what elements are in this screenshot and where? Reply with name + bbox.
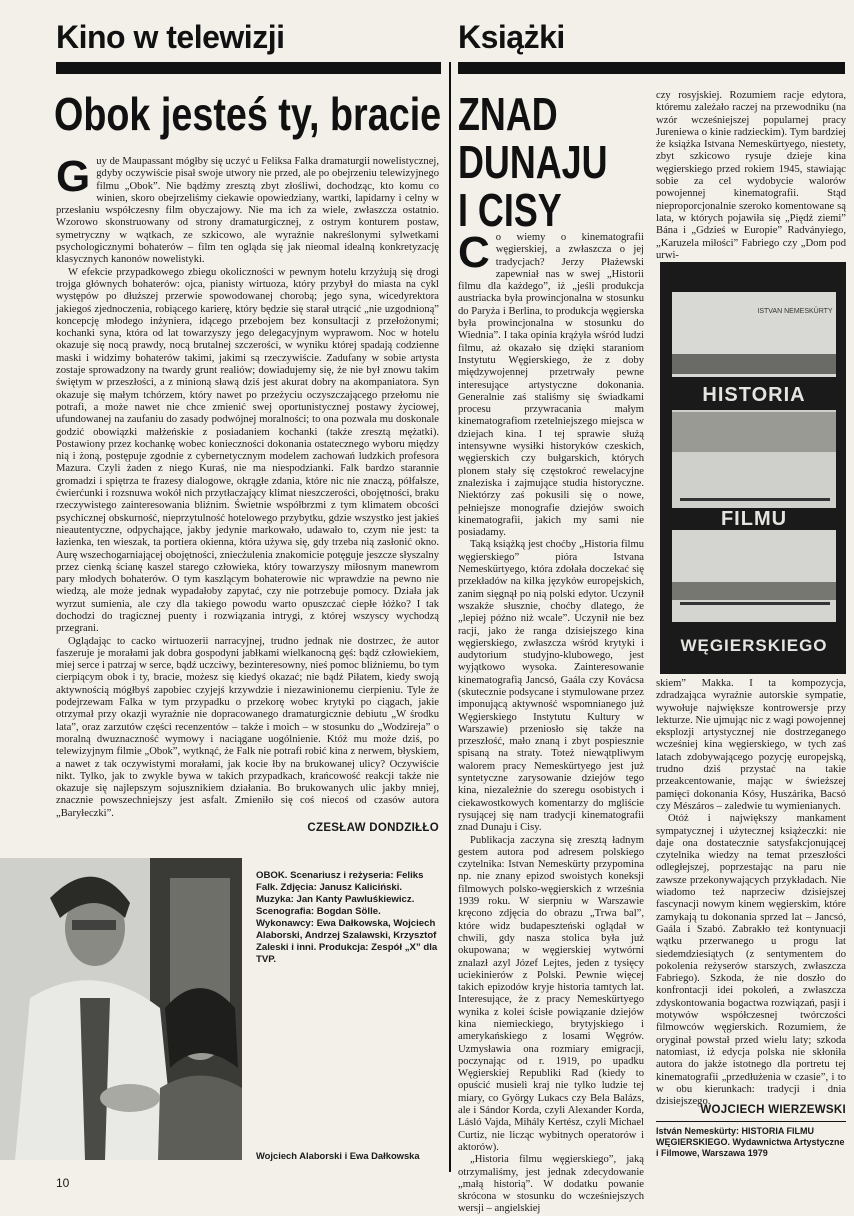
book-cover-art (660, 262, 846, 674)
film-still-image (0, 858, 242, 1160)
film-credits: OBOK. Scenariusz i reżyseria: Feliks Falk. Zdjęcia: Janusz Kaliciński. Muzyka: Jan Kanty Pawluśkiewicz. Scenografia: Bogdan Sölle. Wykonawcy: Ewa Dałkowska, Wojciech Alaborski, Andrzej Szalawski, Krzysztof Zaleski i inni. Produkcja: Zespół „X” dla TVP. (256, 870, 438, 965)
paragraph: Oglądając to cacko wirtuozerii narracyjnej, trudno jednak nie dostrzec, że autor faszeruje je morałami jak dobra gospodyni jabłkami wielkanocną gęś: bądź człowiekiem, miej serce i patrzaj w serce, bądź uczciwy, bezinteresowny, nieś pomoc bliźniemu, bo tym cierpiącym obok i ty, bracie, możesz się kiedyś okazać; nie bądź Piłatem, kiedy swoją aktywnością mógłbyś zapobiec czyjejś krzywdzie i niezawinionemu cierpieniu. Tyle że podejrzewam Falka w tym przypadku o przekorę wobec krytyki po ciągach, jakie otrzymał przy okazji wyraźnie nie dopracowanego dramaturgicznie debiutu „W środku lata”, oraz zarzutów części recenzentów – także i moich – w stosunku do „Wodzireja” o moralną dwuznaczność wymowy i naciągane uogólnienie. Któż mu może dziś, po telewizyjnym filmie „Obok”, wytknąć, że Falk nie potrafi robić kina z nerwem, błyskiem, a nawet z tak oczywistymi morałami, jak kocie łby na brukowanej ulicy? Oczywiście nikt. Tylko, jak to zwykle bywa w takich przypadkach, krańcowość reakcji także nie okazuje się najlepszym sojusznikiem działania. Bo brukowanych ulic jakby mniej, znacznie powszechniejszy jest asfalt. Zmieniło się coś niecoś od czasów autora „Baryłeczki”. (56, 635, 439, 819)
section-heading-kino: Kino w telewizji (56, 19, 285, 55)
article-headline-obok: Obok jesteś ty, bracie (54, 88, 442, 140)
paragraph: Taką książką jest choćby „Historia filmu węgierskiego” pióra Istvana Nemeskürtyego, która zdołała doczekać się przekładów na kilka języków europejskich, zanim sięgnął po nią polski edytor. Uczynił wszakże słusznie, choćby dlatego, że „lepiej późno niż wcale”. Uczynił nie bez racji, jako że ranga dzisiejszego kina węgierskiego, zwłaszcza wśród krytyki i audytorium studyjno-klubowego, jest wyjątkowo wysoka. Zainteresowanie kinematografią Jancsó, Gaála czy Kovácsa (skutecznie podsycane i stymulowane przez imponującą aktywność wspomnianego już Węgierskiego Instytutu Kultury w Warszawie) przeniosło się także na przeszłość, mało znaną i zbyt pospiesznie spisaną na straty. Toteż niewątpliwym walorem pracy Nemeskürtyego jest już syntetyczne zarysowanie dziejów tego kina, niezależnie do szeregu osobistych i ciekawostkowych komentarzy do mgliście rysującej się nam tradycji kinematografii znad Dunaju i Cisy. (458, 539, 644, 834)
paragraph: „Historia filmu węgierskiego”, jaką otrzymaliśmy, jest jednak zdecydowanie „małą historią”. W dodatku powanie skrócona w stosunku do wcześniejszych wersji – angielskiej (458, 1154, 644, 1215)
cover-title-filmu: FILMU (720, 508, 788, 530)
photo-caption: Wojciech Alaborski i Ewa Dałkowska (256, 1150, 420, 1161)
book-info-rule (656, 1121, 846, 1122)
cover-title-historia: HISTORIA (702, 384, 806, 406)
article-body-ksiazki-col2-top (656, 90, 846, 261)
page-number: 10 (56, 1176, 70, 1190)
author-signature-wierzewski: WOJCIECH WIERZEWSKI (700, 1104, 846, 1116)
paragraph: czy rosyjskiej. Rozumiem racje edytora, któremu zależało raczej na przewodniku (na wzór wcześniejszej popularnej pracy Jureniewa o kinie radzieckim). Tym bardziej że książka Istvana Nemeskürtyego, niestety, zbyt szkicowo rysuje dzieje kina węgierskiego przed rokiem 1945, stawiając sobie za cel wydobycie walorów powojennej kinematografii. Stąd nieproporcjonalnie szeroko komentowane są lata, w których pojawiła się „Piędź ziemi” Bána i „Gdzieś w Europie” Radványiego, „Karuzela miłości” Fabriego czy „Dom pod urwi- (656, 90, 846, 261)
headline-line: I CISY (458, 184, 562, 236)
column-divider (449, 62, 451, 1172)
drop-cap: C (458, 228, 490, 277)
headline-line: DUNAJU (458, 136, 608, 188)
paragraph: Co wiemy o kinematografii węgierskiej, a zwłaszcza o jej tradycjach? Jerzy Płażewski zapewniał nas w swej „Historii filmu dla każdego”, iż „jeśli produkcja austriacka była prowincjonalna w stosunku do Paryża i Berlina, to produkcja węgierska była prowincjonalna w stosunku do Wiednia”. I taka opinia krążyła wśród ludzi filmu, aż okazało się dzięki staraniom Instytutu Węgierskiego, że z doby międzywojennej przetrwały pewne interesujące artystyczne dokonania. Generalnie zaś staliśmy się świadkami procesu przywracania małym kinematografiom rzetelniejszego miejsca w dziejach kina. I tej sprawie służą intensywne wysiłki historyków czeskich, węgierskich czy bułgarskich, których plonem stały się częstokroć rewelacyjne znaleziska i zajmujące studia historyczne. Niektórzy zaś pokusili się o nowe, pełniejsze monografie dziejów swoich kinematografii, jakich my sami nie posiadamy. (458, 228, 644, 539)
article-headline-znad-dunaju (458, 90, 608, 234)
author-signature-dondzillo: CZESŁAW DONDZIŁŁO (307, 822, 439, 834)
cover-title-wegierskiego: WĘGIERSKIEGO (680, 636, 828, 655)
article-body-obok (56, 152, 439, 819)
section-heading-ksiazki: Książki (458, 19, 565, 55)
article-body-ksiazki-col2-bottom (656, 678, 846, 1108)
section-rule-right (458, 62, 845, 74)
paragraph: Publikacja zaczyna się zresztą ładnym gestem autora pod adresem polskiego czytelnika: Istvan Nemeskürty przypomina np. nie znany epizod swoistych koneksji filmowych polsko-węgierskich z września 1939 roku. W sierpniu w Warszawie kręcono zdjęcia do obrazu „Trwa bal”, które widz budapeszteński oglądał w chwili, gdy nasza stolica była już okupowana; w węgierskiej wytwórni znalazł azyl Józef Lejtes, jeden z tysięcy uciekinierów z Polski. Pewnie więcej takich epizodów kryje historia tamtych lat. Interesujące, że z pracy Nemeskürtyego wynika z kolei ścisłe powiązanie dziejów kina niemieckiego, brytyjskiego i amerykańskiego z losami Węgrów. Uzmysławia ona rozmiary emigracji, poczynając od r. 1919, po upadku Węgierskiej Republiki Rad (kiedy to opuścić musieli kraj nie tylko ludzie tej miary, co György Lukacs czy Bela Balázs, ale i Sándor Korda, czyli Alexander Korda, Lásló Vajda, Mihály Kertész, czyli Michael Curtiz, nie licząc wybitnych operatorów i aktorów). (458, 834, 644, 1153)
book-info: István Nemeskürty: HISTORIA FILMU WĘGIERSKIEGO. Wydawnictwa Artystyczne i Filmowe, Warszawa 1979 (656, 1126, 845, 1158)
article-body-ksiazki-col1 (458, 228, 644, 1215)
book-cover-image (660, 262, 846, 674)
paragraph: Otóż i największy mankament sympatycznej i użytecznej książeczki: nie daje ona dostatecznie satysfakcjonującej czytelnika wiedzy na temat przeszłości odległejszej, poprzestając na paru nie zawsze przekonywających przykładach. Nie wiadomo też naprzeciw dzisiejszej fascynacji nowym kinem węgierskim, które zamykają tu dokonania sprzed lat – Jancsó, Gaála i Szabó. Zabrakło też kontynuacji wątku przerwanego u progu lat siedemdziesiątych (z sentymentem do pokolenia reżyserów starszych, zwłaszcza Fabriego). Szkoda, że nie doszło do konfrontacji idei pokoleń, a zwłaszcza zdyskontowania bogactwa rozwiązań, pasji i motywów współczesnej twórczości filmowców węgierskich. Rozumiem, że oryginał powstał przed wielu laty; szkoda natomiast, iż edycja polska nie skłoniła autora do jakże istotnego dla portretu tej kinematografii „przedłużenia w czasie”, i to w obu kierunkach: tradycji i dnia dzisiejszego. (656, 813, 846, 1108)
headline-line: ZNAD (458, 88, 558, 140)
drop-cap: G (56, 152, 91, 201)
cover-author: ISTVAN NEMESKÜRTY (757, 308, 833, 315)
paragraph: skiem” Makka. I ta kompozycja, zdradzająca wyraźnie autorskie sympatie, wywołuje największe kontrowersje przy lekturze. Nie ujmując nic z wagi powojennej eksplozji artystycznej nie dostrzeganego wcześniej kina węgierskiego, w tych zaś latach zdobywającego pozycję europejską, trudno dziś przystać na takie przeakcentowanie, mając w świeższej pamięci dokonania Kósy, Huszárika, Bacsó czy Mészáros – zaledwie tu wymienianych. (656, 678, 846, 812)
paragraph: Guy de Maupassant mógłby się uczyć u Feliksa Falka dramaturgii nowelistycznej, gdyby oczywiście pisał swoje utwory nie przed, ale po obejrzeniu telewizyjnego filmu „Obok”. Nie bądźmy zresztą zbyt złośliwi, dochodząc, kto komu co winien, skoro obejrzeliśmy ciekawie opowiedziany, wartki, lapidarny i celny w przesłaniu współczesny film obyczajowy. Nie ma ich za wiele, zwłaszcza ostatnio. Wzorowo skonstruowany od strony dramaturgicznej, z ostrym konturem postaw, symetryczny w wątkach, ze szkicowo, ale wyraźnie nakreślonymi sylwetkami psychologicznymi bohaterów – film ten ogląda się jak nieomal idealną konkretyzację klasycznych kanonów nowelistyki. (56, 152, 439, 266)
section-rule-left (56, 62, 441, 74)
film-still-photo (0, 858, 242, 1160)
paragraph: W efekcie przypadkowego zbiegu okoliczności w pewnym hotelu krzyżują się drogi trojga głównych bohaterów: ojca, pianisty wirtuoza, który przybył do miasta na cykl występów po dłuższej przerwie spowodowanej chorobą; jego syna, wicedyrektora jakiegoś zjednoczenia, robiącego karierę, który będzie się starał utrącić „nie uzgodnioną” koncepcję młodego inżyniera, idącego przebojem bez konsultacji z przełożonymi; kochanki syna, która od lat towarzyszy jego delegacyjnym wyprawom. Noc w hotelu okazuje się nocą prawdy, nocą brutalnej szczerości, w wyniku której spadają codzienne maski i widzimy bohaterów takimi, jakimi są rzeczywiście. Zadufany w sobie artysta zostaje sprowadzony na twardy grunt realiów; dowiadujemy się, że nie był znowu takim świętym w przeszłości, a z minioną sławą dziś jest akurat dobry na akompaniatora. Syn okazuje się małym tchórzem, który nawet po przeżyciu oczyszczającego przełomu nie potrafi, a może nawet nie chce zmienić swej oportunistycznej postawy życiowej, ufundowanej na zaufaniu do zasady podwójnej moralności; to ona pozwala mu doskonale godzić obowiązki małżeńskie z posiadaniem kochanki (także zresztą mężatki). Postawiony przez kochankę wobec konieczności dokonania ostatecznego wyboru między nią i żoną, postępuje zgodnie z cybernetycznym modelem zachowań ludzkich profesora Mazura. Czyli żaden z niego Kuraś, nie ma niespodzianki. Falk bardzo starannie gromadzi i spiętrza te frazesy dialogowe, okrągłe zdania, które nic nie znaczą, półfałsze, ćwierćunki i rozsnuwa wokół nich przytłaczający klimat nieszczerości, obojętności, braku rzeczywistego zainteresowania bliźnim. Świetnie współbrzmi z tym klimatem obcości psychicznej obskurność, nieprzytulność hotelowego przybytku, gdzie wszystko jest jakieś nieautentyczne, odpychające, jakby jedynie markowało, udawało to, czym nie jest: ta łazienka, ten wieszak, ta portiera okienna, która używa się, gdy trzeba nią zasłonić okno. Aurę wszechogarniającej obojętności, zniecżulenia znakomicie potęguje jeszcze słyszalny przez cienką ścianę kaszel starego człowieka, który towarzyszy miłosnym manewrom pary młodych bohaterów. O tym kaszlącym bohaterowie nic wprawdzie na pewno nie wiedzą, ale może jednak wypadałoby zapytać, czy nie potrzebuje pomocy. Działa jak wyrzut sumienia, ale czy dla takiego powodu warto opuszczać ciepłe łóżko? I tak dochodzi do tragicznej puenty i rozwiązania intrygi, z której wszyscy wychodzą przegrani. (56, 266, 439, 635)
